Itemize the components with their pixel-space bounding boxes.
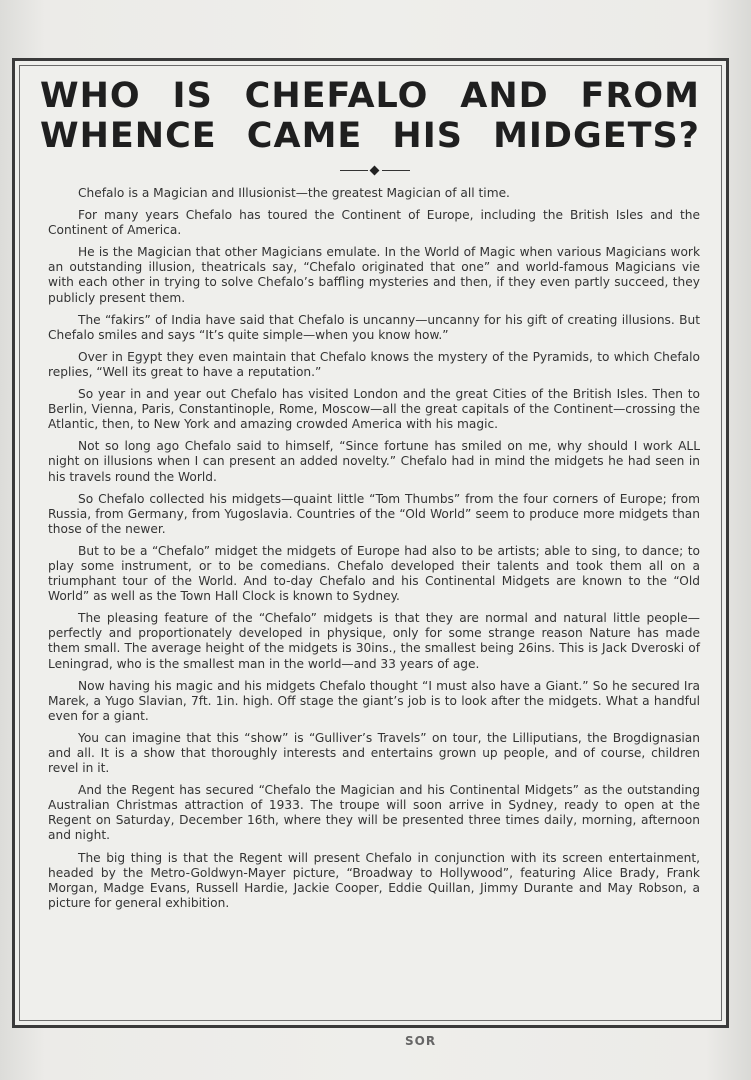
paragraph: Chefalo is a Magician and Illusionist—the greatest Magician of all time. xyxy=(78,186,510,200)
paragraph: You can imagine that this “show” is “Gulliver’s Travels” on tour, the Lilliputians, the Brogdignasian and all. It is a show that thoroughly interests and entertains grown up people, and of course, children revel in it. xyxy=(48,730,700,776)
paragraph: So year in and year out Chefalo has visited London and the great Cities of the British Isles. Then to Berlin, Vienna, Paris, Constantinople, Rome, Moscow—all the great capitals of the Continent—crossing the Atlantic, then, to New York and amazing crowded America with his magic. xyxy=(48,387,700,432)
paragraph: The big thing is that the Regent will present Chefalo in conjunction with its screen entertainment, headed by the Metro-Goldwyn-Mayer picture, “Broadway to Hollywood”, featuring Alice Brady, Frank Morgan, Madge Evans, Russell Hardie, Jackie Cooper, Eddie Quillan, Jimmy Durante and May Robson, a picture for general exhibition. xyxy=(48,850,700,910)
paragraph: He is the Magician that other Magicians emulate. In the World of Magic when various Magicians work an outstanding illusion, theatricals say, “Chefalo originated that one” and world-famous Magicians vie with each other in trying to solve Chefalo’s baffling mysteries and then, if they even partly succeed, they publicly present them. xyxy=(48,245,700,305)
paragraph: Over in Egypt they even maintain that Chefalo knows the mystery of the Pyramids, to which Chefalo replies, “Well its great to have a reputation.” xyxy=(48,349,700,379)
paragraph: So Chefalo collected his midgets—quaint little “Tom Thumbs” from the four corners of Europe; from Russia, from Germany, from Yugoslavia. Countries of the “Old World” seem to produce more midgets than those of the newer. xyxy=(48,491,700,536)
paragraph: The “fakirs” of India have said that Chefalo is uncanny—uncanny for his gift of creating illusions. But Chefalo smiles and says “It’s quite simple—when you know how.” xyxy=(48,312,700,342)
divider-rule-left xyxy=(340,170,368,171)
paragraph: And the Regent has secured “Chefalo the Magician and his Continental Midgets” as the outstanding Australian Christmas attraction of 1933. The troupe will soon arrive in Sydney, ready to open at the Regent on Saturday, December 16th, where they will be presented three times daily, morning, afternoon and night. xyxy=(48,783,700,843)
article-body xyxy=(48,186,700,918)
diamond-icon xyxy=(370,166,380,176)
paragraph: Not so long ago Chefalo said to himself, “Since fortune has smiled on me, why should I work ALL night on illusions when I can present an added novelty.” Chefalo had in mind the midgets he had seen in his travels round the World. xyxy=(48,439,700,484)
paragraph: Now having his magic and his midgets Chefalo thought “I must also have a Giant.” So he secured Ira Marek, a Yugo Slavian, 7ft. 1in. high. Off stage the giant’s job is to look after the midgets. What a handful even for a giant. xyxy=(48,678,700,723)
footer-stamp: SOR xyxy=(405,1034,437,1048)
divider-rule-right xyxy=(382,170,410,171)
page-title xyxy=(40,76,700,156)
divider-ornament xyxy=(340,165,410,177)
title-line-2: WHENCE CAME HIS MIDGETS? xyxy=(40,116,700,156)
title-line-1: WHO IS CHEFALO AND FROM xyxy=(40,76,700,116)
paragraph: The pleasing feature of the “Chefalo” midgets is that they are normal and natural little people—perfectly and proportionately developed in physique, only for some strange reason Nature has made them small. The average height of the midgets is 30ins., the smallest being 26ins. This is Jack Dveroski of Leningrad, who is the smallest man in the world—and 33 years of age. xyxy=(48,611,700,671)
paragraph: For many years Chefalo has toured the Continent of Europe, including the British Isles and the Continent of America. xyxy=(48,208,700,238)
paragraph: But to be a “Chefalo” midget the midgets of Europe had also to be artists; able to sing, to dance; to play some instrument, or to be comedians. Chefalo developed their talents and took them all on a triumphant tour of the World. And to-day Chefalo and his Continental Midgets are known to the “Old World” as well as the Town Hall Clock is known to Sydney. xyxy=(48,543,700,604)
